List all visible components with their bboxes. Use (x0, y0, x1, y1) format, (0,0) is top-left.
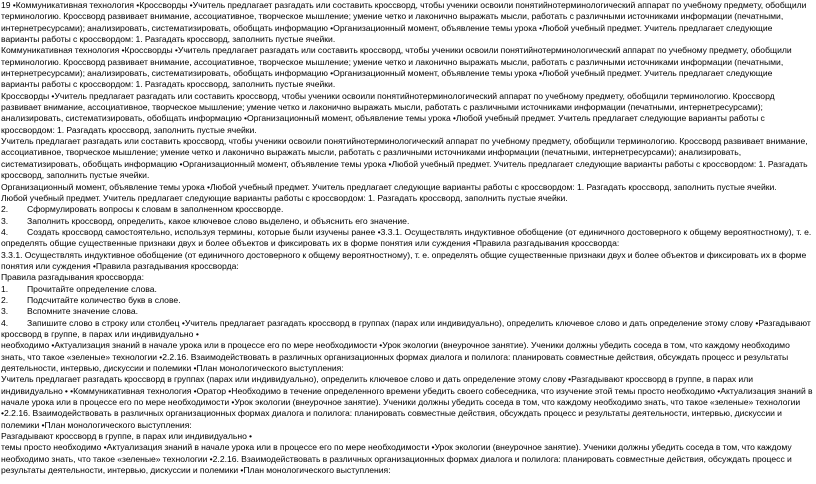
list-text: Прочитайте определение слова. (27, 283, 157, 294)
paragraph: Правила разгадывания кроссворда: (1, 272, 144, 283)
document-page (1, 0, 813, 476)
list-text: Сформулировать вопросы к словам в заполненном кроссворде. (27, 204, 284, 215)
list-item (1, 216, 813, 227)
list-number: 1. (1, 283, 9, 294)
paragraph: Коммуникативная технология •Кроссворды •Учитель предлагает разгадать или составить кроссворд, чтобы ученики освоили понятийнотерминологический аппарат по учебному предмету, обобщили терминологию. Кроссворд развивает внимание, ассоциативное, творческое мышление; умение четко и лаконично выражать мысли, работать с различными источниками информации (печатными, интернетресурсами); анализировать, систематизировать, обобщать информацию •Организационный момент, объявление темы урока •Любой учебный предмет. Учитель предлагает следующие варианты работы с кроссвордом: 1. Разгадать кроссворд, заполнить пустые ячейки. (1, 45, 792, 90)
paragraph: Любой учебный предмет. Учитель предлагает следующие варианты работы с кроссвордом: 1. Разгадать кроссворд, заполнить пустые ячейки. (1, 192, 568, 203)
list-item (1, 227, 813, 250)
paragraph: необходимо •Актуализация знаний в начале урока или в процессе его по мере необходимости •Урок экологии (внеурочное занятие). Ученики должны убедить соседа в том, что каждому необходимо знать, что такое «зеленые» технологии •2.2.16. Взаимодействовать в различных организационных формах диалога и полилога: планировать совместные действия, обсуждать процесс и результаты деятельности, интервью, дискуссии и полемики •План монологического выступления: (1, 340, 790, 373)
list-item (1, 204, 813, 215)
paragraph: Учитель предлагает разгадать или составить кроссворд, чтобы ученики освоили понятийнотерминологический аппарат по учебному предмету, обобщили терминологию. Кроссворд развивает внимание, ассоциативное, творческое мышление; умение четко и лаконично выражать мысли, работать с различными источниками информации (печатными, интернетресурсами); анализировать, систематизировать, обобщать информацию •Организационный момент, объявление темы урока •Любой учебный предмет. Учитель предлагает следующие варианты работы с кроссвордом: 1. Разгадать кроссворд, заполнить пустые ячейки. (1, 136, 808, 181)
list-number: 2. (1, 294, 9, 305)
paragraph: темы просто необходимо •Актуализация знаний в начале урока или в процессе его по мере необходимости •Урок экологии (внеурочное занятие). Ученики должны убедить соседа в том, что каждому необходимо знать, что такое «зеленые» технологии •2.2.16. Взаимодействовать в различных организационных формах диалога и полилога: планировать совместные действия, обсуждать процесс и результаты деятельности, интервью, дискуссии и полемики •План монологического выступления: (1, 442, 792, 476)
list-number: 4. (1, 226, 9, 237)
paragraph: Организационный момент, объявление темы урока •Любой учебный предмет. Учитель предлагает следующие варианты работы с кроссвордом: 1. Разгадать кроссворд, заполнить пустые ячейки. (1, 181, 777, 192)
list-text: Вспомните значение слова. (27, 306, 138, 317)
list-number: 3. (1, 306, 9, 317)
list-text: Запишите слово в строку или столбец •Учитель предлагает разгадать кроссворд в группах (парах или индивидуально), определить ключевое слово и дать определение этому слову •Разгадывают кроссворд в группе, в парах или индивидуально • (1, 317, 811, 339)
list-text: Подсчитайте количество букв в слове. (27, 294, 181, 305)
list-item (1, 306, 813, 317)
list-item (1, 284, 813, 295)
list-text: Создать кроссворд самостоятельно, используя термины, которые были изучены ранее •3.3.1. Осуществлять индуктивное обобщение (от единичного достоверного к общему вероятностному), т. е. определять общие существенные признаки двух и более объектов и фиксировать их в форме понятия или суждения •Правила разгадывания кроссворда: (1, 226, 812, 249)
list-item (1, 295, 813, 306)
paragraph: 3.3.1. Осуществлять индуктивное обобщение (от единичного достоверного к общему вероятностному), т. е. определять общие существенные признаки двух и более объектов и фиксировать их в форме понятия или суждения •Правила разгадывания кроссворда: (1, 249, 807, 271)
list-item (1, 318, 813, 341)
paragraph: Разгадывают кроссворд в группе, в парах или индивидуально • (1, 431, 253, 442)
paragraph: Кроссворды •Учитель предлагает разгадать или составить кроссворд, чтобы ученики освоили понятийнотерминологический аппарат по учебному предмету, обобщили терминологию. Кроссворд развивает внимание, ассоциативное, творческое мышление; умение четко и лаконично выражать мысли, работать с различными источниками информации (печатными, интернетресурсами); анализировать, систематизировать, обобщать информацию •Организационный момент, объявление темы урока •Любой учебный предмет. Учитель предлагает следующие варианты работы с кроссвордом: 1. Разгадать кроссворд, заполнить пустые ячейки. (1, 90, 775, 135)
list-number: 2. (1, 204, 9, 215)
list-number: 4. (1, 317, 9, 328)
list-text: Заполнить кроссворд, определить, какое ключевое слово выделено, и объяснить его значение. (27, 215, 410, 226)
list-number: 3. (1, 215, 9, 226)
paragraph: 19 •Коммуникативная технология •Кроссворды •Учитель предлагает разгадать или составить кроссворд, чтобы ученики освоили понятийнотерминологический аппарат по учебному предмету, обобщили терминологию. Кроссворд развивает внимание, ассоциативное, творческое мышление; умение четко и лаконично выражать мысли, работать с различными источниками информации (печатными, интернетресурсами); анализировать, систематизировать, обобщать информацию •Организационный момент, объявление темы урока •Любой учебный предмет. Учитель предлагает следующие варианты работы с кроссвордом: 1. Разгадать кроссворд, заполнить пустые ячейки. (1, 0, 807, 45)
paragraph: Учитель предлагает разгадать кроссворд в группах (парах или индивидуально), определить ключевое слово и дать определение этому слову •Разгадывают кроссворд в группе, в парах или индивидуально • •Коммуникативная технология •Оратор •Необходимо в течение определенного времени убедить своего собеседника, что изучение этой темы просто необходимо •Актуализация знаний в начале урока или в процессе его по мере необходимости •Урок экологии (внеурочное занятие). Ученики должны убедить соседа в том, что каждому необходимо знать, что такое «зеленые» технологии •2.2.16. Взаимодействовать в различных организационных формах диалога и полилога: планировать совместные действия, обсуждать процесс и результаты деятельности, интервью, дискуссии и полемики •План монологического выступления: (1, 374, 813, 430)
